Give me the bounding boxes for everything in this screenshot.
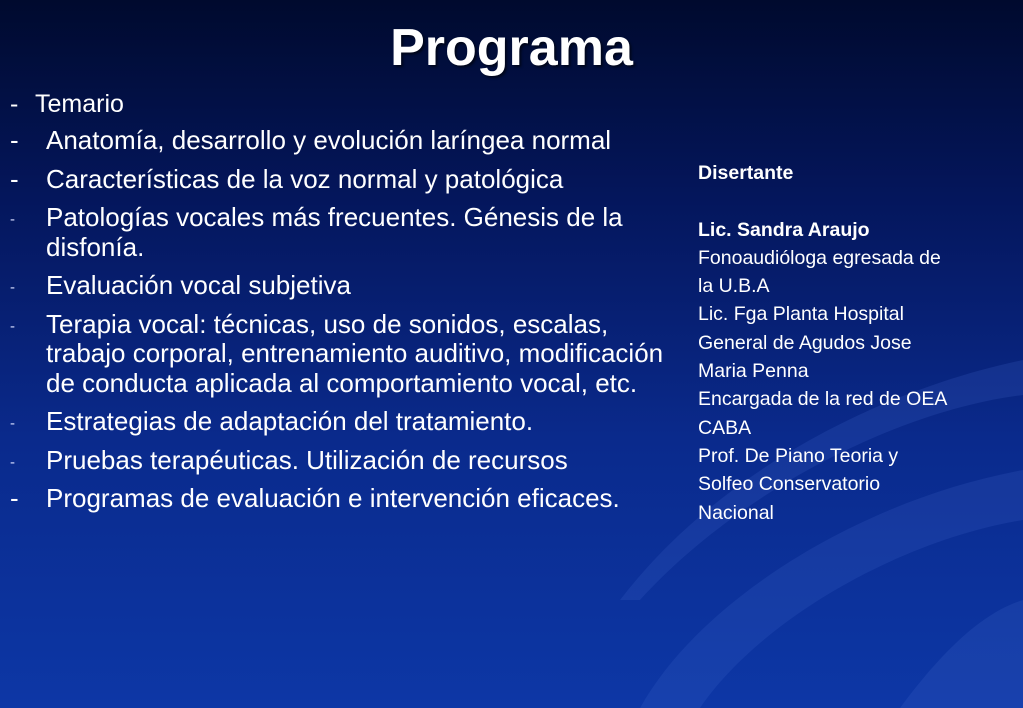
speaker-bio-line: Fonoaudióloga egresada de bbox=[698, 246, 941, 269]
topic-text: Evaluación vocal subjetiva bbox=[46, 270, 351, 300]
slide-title: Programa bbox=[390, 19, 633, 77]
topic-marker: - bbox=[10, 211, 15, 228]
topic-text: Características de la voz normal y patológica bbox=[46, 163, 564, 194]
temario-heading bbox=[10, 89, 124, 119]
speaker-bio-line: CABA bbox=[698, 416, 752, 439]
topic-marker: - bbox=[10, 279, 15, 296]
topic-item bbox=[0, 484, 670, 514]
topic-item bbox=[0, 310, 670, 399]
speaker-bio-line: Solfeo Conservatorio bbox=[698, 473, 881, 496]
topic-text: Patologías vocales más frecuentes. Génesis de la disfonía. bbox=[46, 202, 623, 262]
topic-item bbox=[0, 165, 670, 195]
topic-marker: - bbox=[10, 453, 15, 471]
topic-item bbox=[0, 126, 670, 156]
topic-item bbox=[0, 203, 670, 262]
topic-item bbox=[0, 271, 670, 301]
speaker-bio-line: Prof. De Piano Teoria y bbox=[698, 444, 899, 467]
topic-text: Terapia vocal: técnicas, uso de sonidos, escalas, trabajo corporal, entrenamiento auditivo, modificación de conducta aplicada al comportamiento vocal, etc. bbox=[46, 308, 664, 398]
speaker-panel bbox=[698, 159, 1018, 527]
topic-text: Estrategias de adaptación del tratamiento. bbox=[46, 406, 534, 436]
speaker-bio bbox=[698, 244, 1018, 527]
speaker-spacer bbox=[698, 187, 1018, 215]
topic-marker: - bbox=[10, 317, 15, 335]
topic-marker: - bbox=[10, 415, 15, 432]
speaker-bio-line: la U.B.A bbox=[698, 275, 770, 298]
speaker-bio-line: Encargada de la red de OEA bbox=[698, 388, 948, 411]
speaker-bio-line: Nacional bbox=[698, 501, 774, 524]
topic-item bbox=[0, 446, 670, 476]
topic-marker: - bbox=[10, 483, 19, 513]
speaker-name: Lic. Sandra Araujo bbox=[698, 218, 870, 241]
speaker-bio-line: Lic. Fga Planta Hospital bbox=[698, 303, 904, 326]
topic-text: Anatomía, desarrollo y evolución laríngea normal bbox=[46, 125, 612, 155]
speaker-bio-line: Maria Penna bbox=[698, 360, 809, 383]
topic-marker: - bbox=[10, 163, 19, 194]
temario-marker: - bbox=[10, 90, 19, 118]
speaker-bio-line: General de Agudos Jose bbox=[698, 331, 912, 354]
topic-marker: - bbox=[10, 125, 19, 155]
temario-label: Temario bbox=[35, 90, 124, 118]
speaker-label: Disertante bbox=[698, 162, 794, 184]
topic-item bbox=[0, 407, 670, 437]
topic-list bbox=[0, 126, 670, 523]
topic-text: Pruebas terapéuticas. Utilización de recursos bbox=[46, 444, 568, 475]
topic-text: Programas de evaluación e intervención eficaces. bbox=[46, 483, 620, 513]
